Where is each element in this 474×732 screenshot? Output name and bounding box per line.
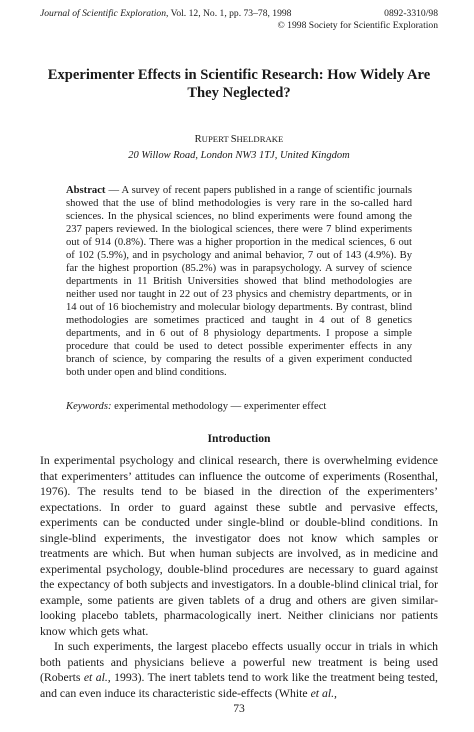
abstract-text: — A survey of recent papers published in a range of scientific journals showed that the use of blind methodologies is very rare in the so-called hard sciences. In the physical sciences, no blind experiments were found among the 237 papers reviewed. In the biological sciences, there were 7 blind experiments out of 914 (0.8%). There was a higher proportion in the medical sciences, 6 out of 102 (5.9%), and in psychology and animal behavior, 7 out of 143 (4.9%). By far the highest proportion (85.2%) was in parapsychology. A survey of science departments in 11 British Universities showed that blind methodologies are neither used nor taught in 22 out of 23 physics and chemistry departments, or in 14 out of 16 biochemistry and molecular biology departments. By contrast, blind methodologies are sometimes practiced and taught in 4 out of 8 genetics departments, and in 6 out of 8 physiology departments. I propose a simple procedure that could be used to detect possible experimenter effects in any branch of science, by comparing the results of a given experiment conducted both under open and blind conditions. <box>66 185 412 378</box>
abstract-label: Abstract <box>66 185 106 196</box>
journal-citation <box>40 8 291 20</box>
running-header <box>40 8 438 32</box>
paragraph-2: In such experiments, the largest placebo effects usually occur in trials in which both patients and physicians believe a powerful new treatment is being used (Roberts et al., 1993). The inert tablets tend to work like the treatment being tested, and can even induce its characteristic side-effects (White et al., <box>40 640 438 700</box>
page-number: 73 <box>233 702 245 715</box>
issn-copyright <box>278 8 439 31</box>
copyright: © 1998 Society for Scientific Exploration <box>277 19 438 31</box>
journal-name: Journal of Scientific Exploration <box>40 8 167 19</box>
author-address: 20 Willow Road, London NW3 1TJ, United Kingdom <box>128 150 350 161</box>
author-name: RUPERT SHELDRAKE <box>194 134 284 145</box>
keywords-label: Keywords: <box>66 401 112 412</box>
section-heading-introduction: Introduction <box>207 432 271 445</box>
keywords-text: experimental methodology — experimenter effect <box>111 401 327 412</box>
paragraph-1: In experimental psychology and clinical research, there is overwhelming evidence that experimenters’ attitudes can influence the outcome of experiments (Rosenthal, 1976). The results tend to be biased in the direction of the experimenters’ expectations. In order to guard against these subtle and pervasive effects, experiments can be conducted under single-blind or double-blind conditions. In single-blind experiments, the investigator does not know which samples or treatments are which. But when human subjects are involved, as in medicine and experimental psychology, double-blind procedures are necessary to guard against the expectancy of both subjects and investigators. In a double-blind clinical trial, for example, some patients are given tablets of a drug and others are given similar-looking placebo tablets, pharmacologically inert. Neither clinicians nor patients know which gets what. <box>40 454 438 638</box>
abstract <box>66 184 412 379</box>
body-text <box>40 453 438 701</box>
paper-title: Experimenter Effects in Scientific Research: How Widely Are They Neglected? <box>47 67 431 101</box>
volume-pages: , Vol. 12, No. 1, pp. 73–78, 1998 <box>166 8 292 19</box>
keywords <box>66 400 412 413</box>
issn: 0892-3310/98 <box>384 8 438 19</box>
